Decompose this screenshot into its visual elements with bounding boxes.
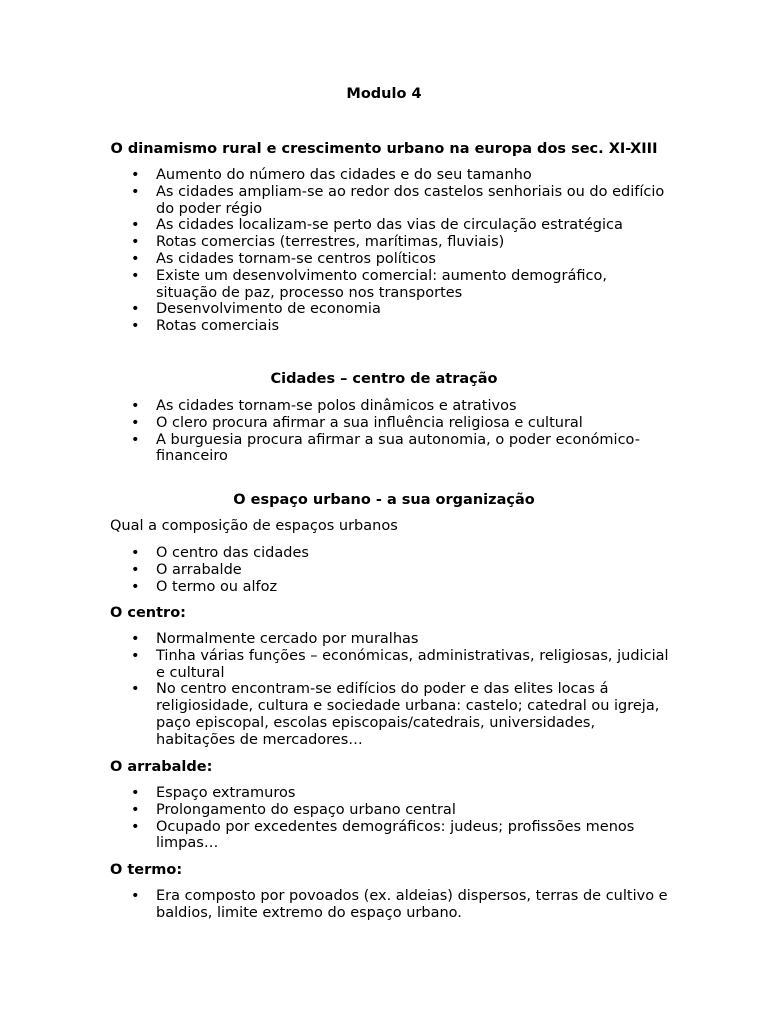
bullet-icon: • [131, 398, 140, 414]
section1-list [110, 167, 670, 335]
list-item: • As cidades tornam-se centros políticos [131, 250, 436, 267]
centro-list [110, 631, 670, 749]
list-item: • O termo ou alfoz [131, 578, 278, 595]
list-item: • O clero procura afirmar a sua influência religiosa e cultural [131, 414, 583, 431]
bullet-icon: • [131, 431, 140, 448]
bullet-icon: • [131, 647, 140, 664]
bullet-icon: • [131, 631, 140, 647]
list-item: • O centro das cidades [131, 545, 309, 561]
bullet-icon: • [131, 267, 140, 284]
section2-heading: Cidades – centro de atração [270, 371, 498, 387]
bullet-icon: • [131, 561, 140, 578]
list-item: • Normalmente cercado por muralhas [131, 631, 419, 647]
section3-intro: Qual a composição de espaços urbanos [110, 518, 398, 534]
bullet-icon: • [131, 234, 140, 251]
list-item: • As cidades ampliam-se ao redor dos castelos senhoriais ou do edifício do poder régio [131, 183, 665, 217]
bullet-icon: • [131, 414, 140, 431]
termo-list [110, 888, 670, 922]
list-item: • Espaço extramuros [131, 785, 296, 801]
list-item: • As cidades localizam-se perto das vias de circulação estratégica [131, 217, 623, 234]
bullet-icon: • [131, 888, 140, 904]
list-item: • Prolongamento do espaço urbano central [131, 801, 456, 818]
list-item: • Ocupado por excedentes demográficos: judeus; profissões menos limpas… [131, 818, 635, 852]
document-title: Modulo 4 [346, 86, 422, 102]
bullet-icon: • [131, 818, 140, 835]
list-item: • A burguesia procura afirmar a sua autonomia, o poder económico-financeiro [131, 431, 640, 465]
bullet-icon: • [131, 183, 140, 200]
bullet-icon: • [131, 250, 140, 267]
bullet-icon: • [131, 801, 140, 818]
list-item: • Rotas comerciais [131, 318, 280, 335]
bullet-icon: • [131, 681, 140, 698]
section1-heading: O dinamismo rural e crescimento urbano na europa dos sec. XI-XIII [110, 141, 658, 157]
list-item: • Existe um desenvolvimento comercial: aumento demográfico, situação de paz, processo nos transportes [131, 267, 607, 301]
termo-heading: O termo: [110, 862, 183, 878]
list-item: • Tinha várias funções – económicas, administrativas, religiosas, judicial e cultural [131, 647, 669, 681]
bullet-icon: • [131, 217, 140, 234]
list-item: • As cidades tornam-se polos dinâmicos e atrativos [131, 398, 517, 414]
list-item: • Rotas comercias (terrestres, marítimas, fluviais) [131, 234, 505, 251]
list-item: • Desenvolvimento de economia [131, 301, 381, 318]
bullet-icon: • [131, 318, 140, 335]
section3-heading: O espaço urbano - a sua organização [233, 492, 535, 508]
bullet-icon: • [131, 545, 140, 561]
arrabalde-heading: O arrabalde: [110, 759, 213, 775]
list-item: • O arrabalde [131, 561, 242, 578]
list-item: • No centro encontram-se edifícios do poder e das elites locas á religiosidade, cultura e sociedade urbana: castelo; catedral ou igreja, paço episcopal, escolas episcopais/catedrais, universidades, habitações de mercadores… [131, 681, 660, 748]
list-item: • Aumento do número das cidades e do seu tamanho [131, 167, 532, 183]
centro-heading: O centro: [110, 605, 186, 621]
section2-list [110, 398, 670, 465]
list-item: • Era composto por povoados (ex. aldeias) dispersos, terras de cultivo e baldios, limite extremo do espaço urbano. [131, 888, 668, 921]
arrabalde-list [110, 785, 670, 852]
bullet-icon: • [131, 167, 140, 183]
bullet-icon: • [131, 578, 140, 595]
bullet-icon: • [131, 785, 140, 801]
section3-list [110, 545, 670, 595]
bullet-icon: • [131, 301, 140, 318]
